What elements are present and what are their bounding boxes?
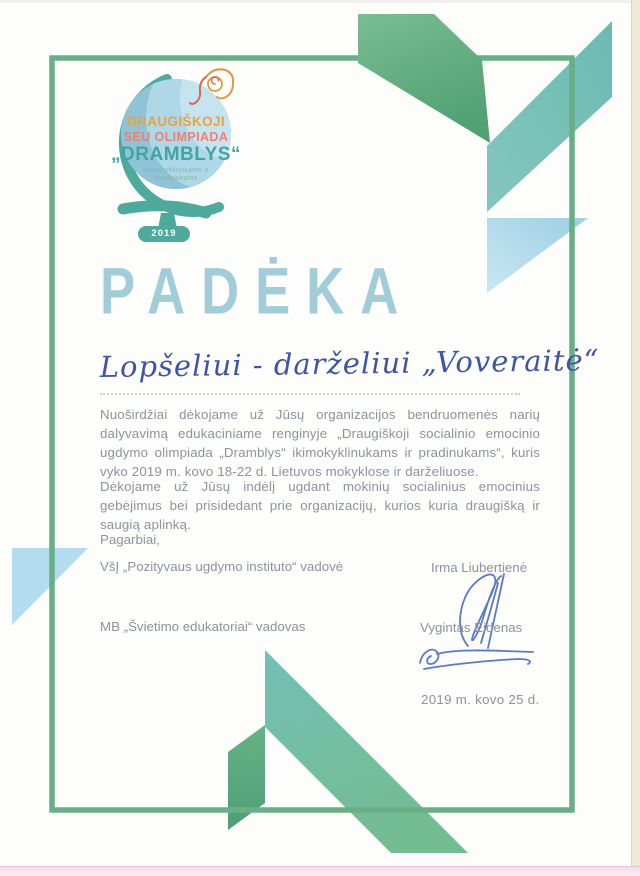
body-paragraph-2: Dėkojame už Jūsų indėlį ugdant mokinių socialinius emocinius gebėjimus bei prisidedant prie organizacijų, kurios kuria draugišką ir saugią aplinką.: [100, 479, 540, 533]
certificate-date: 2019 m. kovo 25 d.: [421, 692, 540, 707]
logo-subline-1: ikimokyklinukams ir: [143, 167, 209, 174]
body-paragraph-1: Nuoširdžiai dėkojame už Jūsų organizacijos bendruomenės narių dalyvavimą edukaciniame renginyje „Draugiškoji socialinio emocinio ugdymo olimpiada „Dramblys“ ikimokyklinukams ir pradinukams“, kuris vyko 2019 m. kovo 18-22 d. Lietuvos mokyklose ir darželiuose.: [100, 407, 540, 480]
scan-edge-top: [0, 0, 640, 3]
signature-irma-icon: [460, 574, 504, 648]
logo-year: 2019: [151, 228, 177, 239]
bottom-left-green-ribbon: [228, 725, 265, 830]
logo-line-2: SEU OLIMPIADA: [123, 130, 229, 144]
signatory-name-2: Vygintas Eidenas: [420, 620, 523, 635]
logo-subline-2: pradinukams: [154, 175, 198, 182]
scan-edge-bottom: [0, 866, 640, 876]
signatory-role-1: VšĮ „Pozityvaus ugdymo instituto“ vadovė: [100, 559, 344, 574]
certificate-title: PADĖKA: [100, 253, 415, 328]
logo-line-3: „DRAMBLYS“: [111, 144, 241, 165]
signature-vygintas-icon: [420, 650, 533, 669]
recipient-handwriting: Lopšeliui - darželiui „Voveraitė“: [99, 343, 600, 384]
signatory-role-2: MB „Švietimo edukatoriai“ vadovas: [100, 619, 306, 634]
top-right-teal-band: [487, 21, 612, 212]
logo-line-1: DRAUGIŠKOJI: [126, 114, 226, 129]
scan-edge-right: [631, 0, 640, 876]
signatory-name-1: Irma Liubertienė: [431, 560, 528, 575]
top-green-ribbon: [358, 14, 490, 143]
bottom-teal-band: [265, 650, 468, 853]
closing-line: Pagarbiai,: [100, 532, 160, 547]
